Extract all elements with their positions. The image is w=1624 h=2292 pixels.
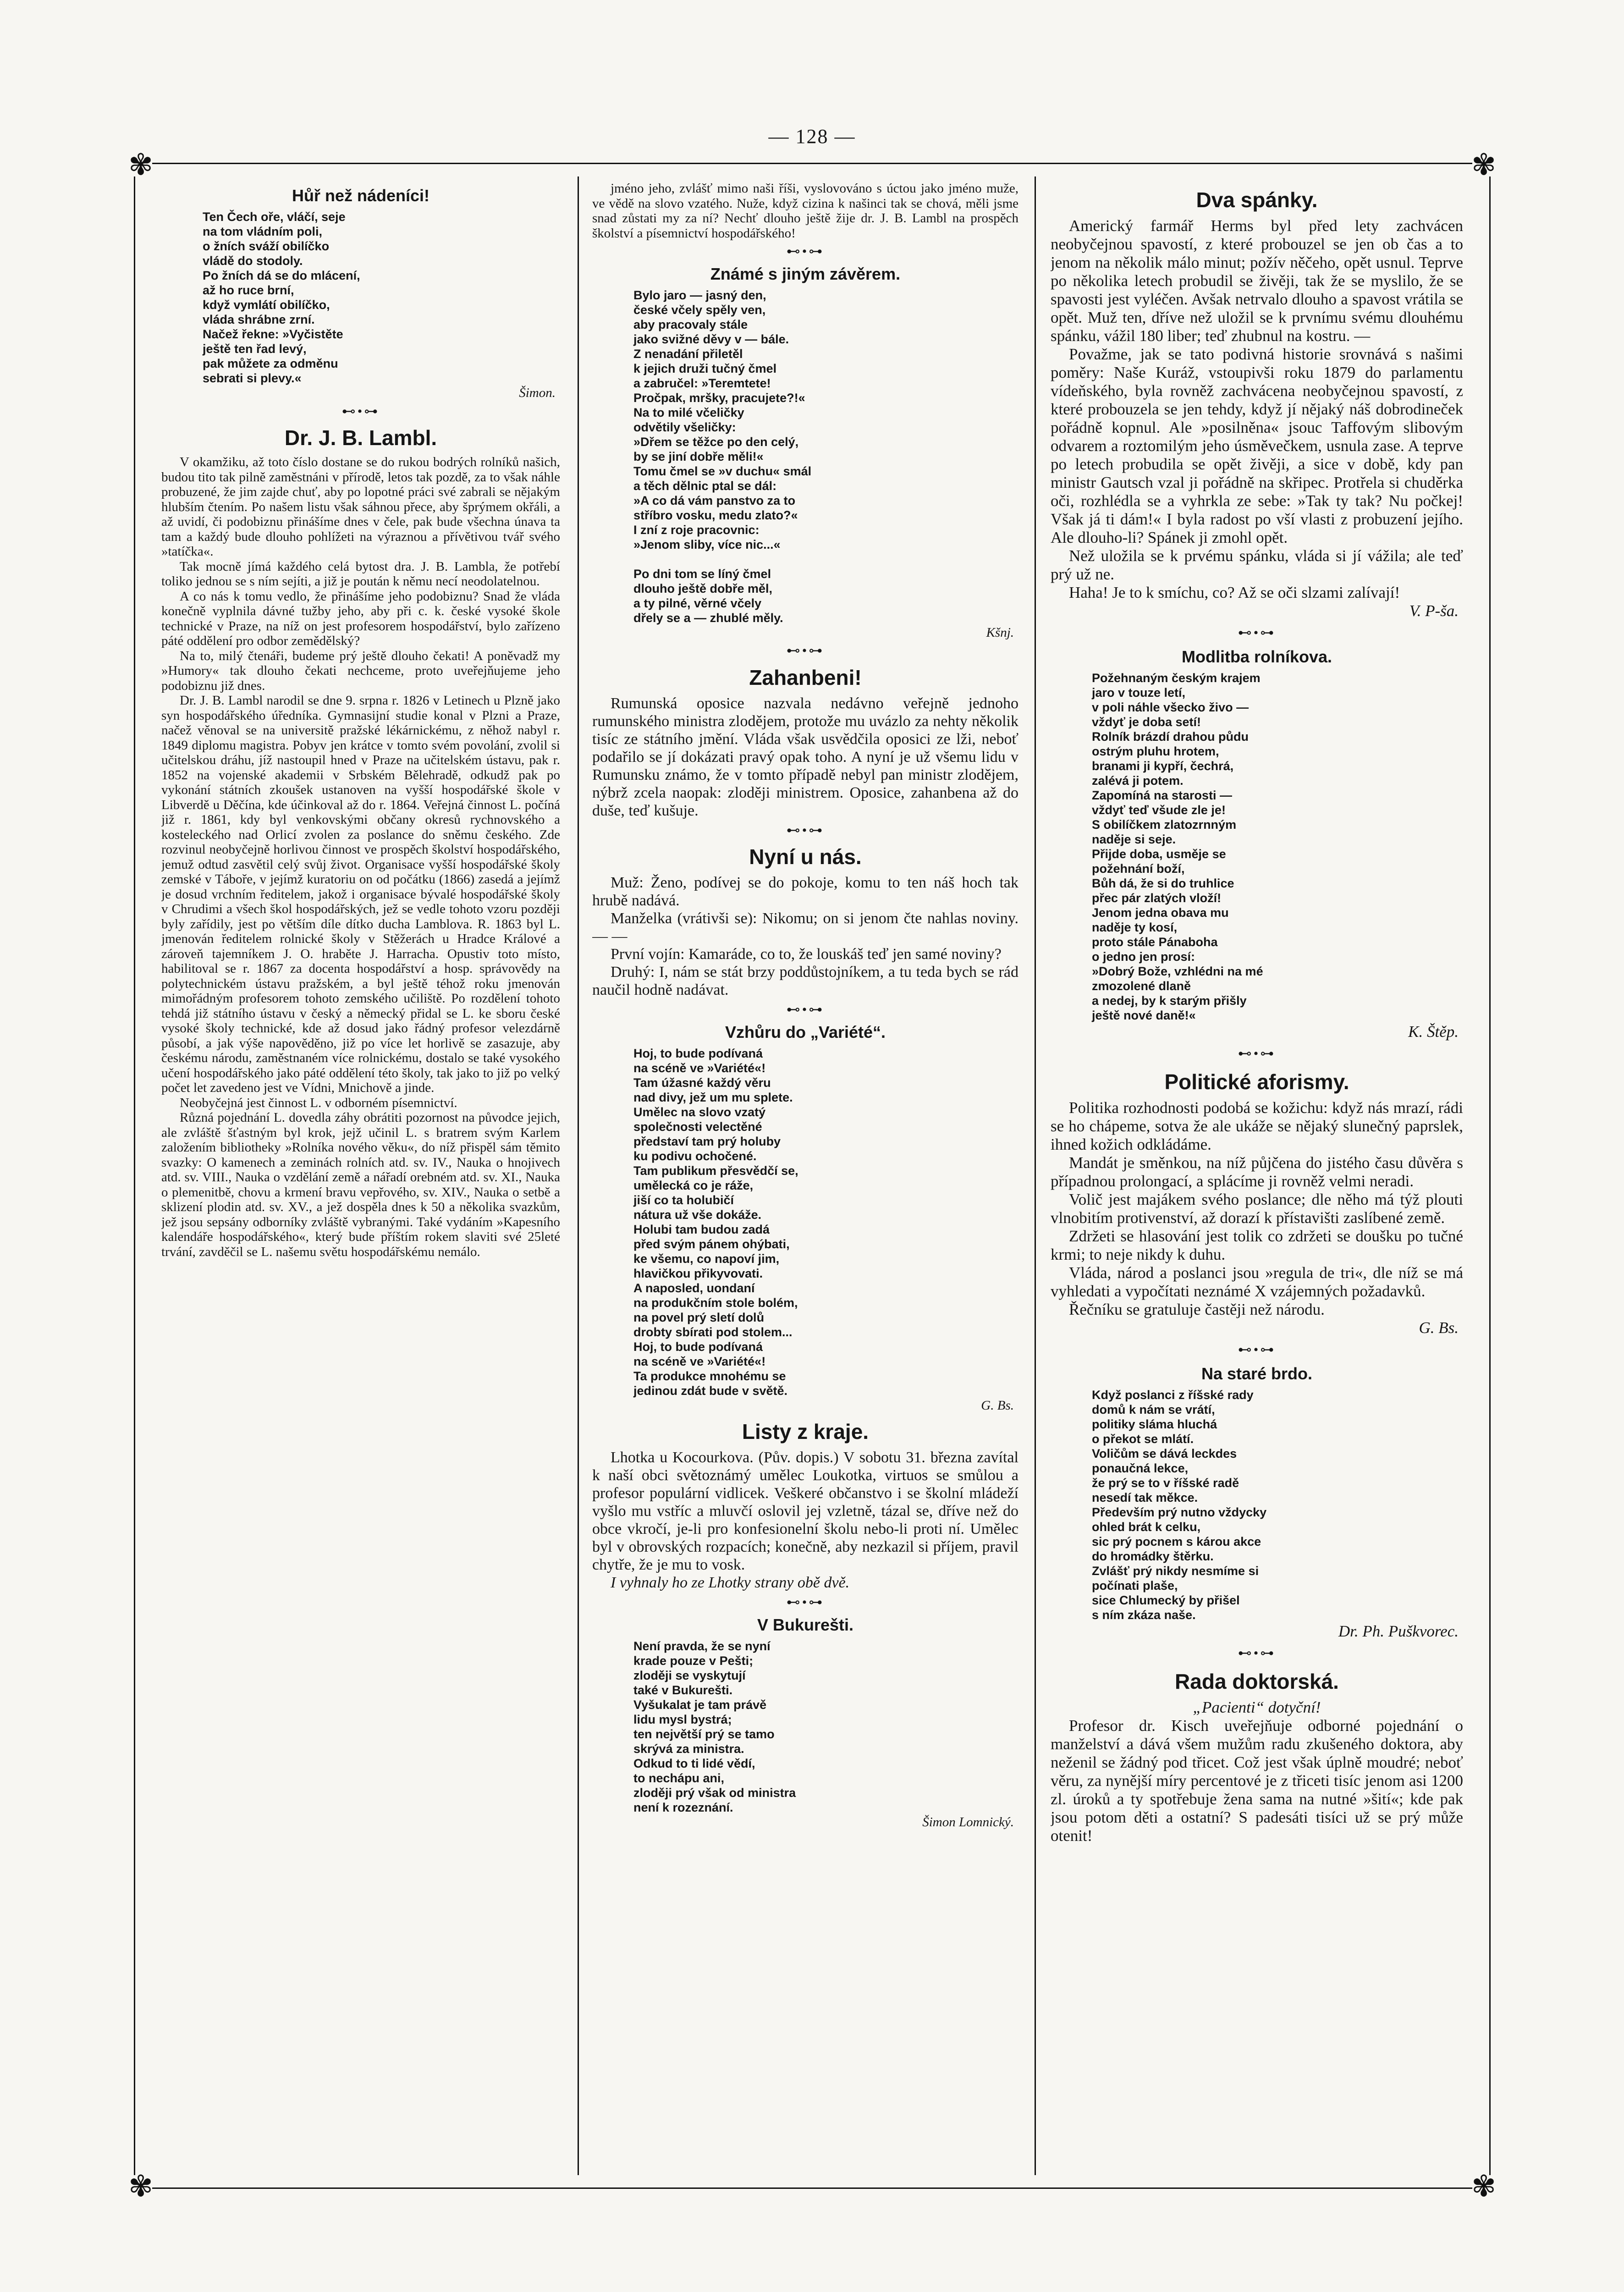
poem-title-bukurest: V Bukurešti. <box>757 1615 854 1634</box>
poem-line: na tom vládním poli, <box>203 225 323 238</box>
poem-title-brdo: Na staré brdo. <box>1201 1364 1313 1383</box>
article-title-lambl: Dr. J. B. Lambl. <box>284 426 437 450</box>
poem-line: Rolník brázdí drahou půdu <box>1092 730 1249 744</box>
paragraph: Považme, jak se tato podivná historie srovnává s našimi poměry: Naše Kuráž, vstoupivši roku 1879 do parlamentu vídeňského, byla rovněž zachvácena neobyčejnou spavostí, z které probouzela se jen tehdy, když jí nějaký náš dobrodineček pořádně kopnul. Ale »posilněna« jsouc Taffovým slibovým odvarem a roztomilým jeho úsměvečkem, usnula zase. A teprve po letech probudila se opět živěji, a sice v době, kdy pan ministr Gautsch vzal ji pořádně na skřipec. Protřela si chuděrka oči, rozhlédla se a vyhrkla ze sebe: »Tak ty tak? Nu počkej! Však já ti dám!« I byla radost po vší vlasti z probuzení jejího. Ale dlouho-li? Spánek ji zmohl opět. <box>1051 345 1463 546</box>
poem-line: vládě do stodoly. <box>203 254 303 268</box>
poem-line: a ty pilné, věrné včely <box>633 596 762 610</box>
article-title-rada: Rada doktorská. <box>1175 1669 1339 1693</box>
article-body-aforismy <box>1051 1099 1463 1319</box>
poem-line: Ten Čech oře, vláčí, seje <box>203 210 346 224</box>
paragraph: Tak mocně jímá každého celá bytost dra. J. B. Lambla, že potřebí toliko jednou se s ním sejíti, a již je poután k němu necí neodolatelnou. <box>161 559 560 589</box>
poem-line: Pročpak, mršky, pracujete?!« <box>633 391 805 405</box>
column-middle <box>592 181 1018 2180</box>
poem-line: lidu mysl bystrá; <box>633 1712 732 1726</box>
poem-line: Bůh dá, že si do truhlice <box>1092 876 1234 890</box>
paragraph: A co nás k tomu vedlo, že přinášíme jeho podobiznu? Snad že vláda konečně vyplnila dávné tužby jeho, aby při c. k. české vysoké škole technické v Praze, na níž on jest profesorem hospodářství, bylo zařízeno páté oddělení pro odbor zemědělský? <box>161 589 560 648</box>
poem-line: »A co dá vám panstvo za to <box>633 493 796 507</box>
poem-line: Z nenadání přiletěl <box>633 347 743 361</box>
poem-line: »Dobrý Bože, vzhlédni na mé <box>1092 964 1263 978</box>
poem-line: Přijde doba, usměje se <box>1092 847 1226 861</box>
poem-title-zname: Známé s jiným závěrem. <box>710 264 901 283</box>
poem-signature: Šimon. <box>519 386 556 400</box>
dialogue-nyni-u-nas <box>592 874 1018 999</box>
poem-line: ponaučná lekce, <box>1092 1461 1189 1475</box>
page-frame <box>128 149 1496 2203</box>
top-rule <box>152 163 1472 164</box>
article-body-rada: Profesor dr. Kisch uveřejňuje odborné pojednání o manželství a dává všem mužům radu zkušeného doktora, aby neženil se žádný pod třicet. Což jest však úplně moudré; neboť věru, za nynější míry percentové je z třiceti tisíc jenom asi 1200 zl. úroků a ty spotřebuje žena sama na nutné »šití«; kde pak jsou potom děti a ostatní? S padesáti tisíci už se prý může otenit! <box>1051 1717 1463 1845</box>
poem-vzhuru-do-variete <box>592 1046 1018 1398</box>
poem-line: S obilíčkem zlatozrnným <box>1092 818 1237 832</box>
dialogue-line: Muž: Ženo, podívej se do pokoje, komu to ten náš hoch tak hrubě nadává. <box>592 874 1018 909</box>
poem-line: a zabručel: »Teremtete! <box>633 376 771 390</box>
article-title-nyni: Nyní u nás. <box>749 845 862 869</box>
poem-line: pak můžete za odměnu <box>203 357 338 370</box>
article-signature: V. P-ša. <box>1409 602 1459 620</box>
poem-line: Zapomíná na starosti — <box>1092 788 1233 802</box>
poem-line: na scéně ve »Variété«! <box>633 1061 766 1075</box>
poem-line: představí tam prý holuby <box>633 1134 781 1148</box>
poem-line: Ta produkce mnohému se <box>633 1369 786 1383</box>
article-body-listy: Lhotka u Kocourkova. (Pův. dopis.) V sobotu 31. března zavítal k naší obci světoznámý umělec Loukotka, virtuos se smůlou a profesor populární vidlicek. Veškeré občanstvo i se školní mládeží vyšlo mu vstříc a mluvčí oslovil jej vzletně, tázal se, dříve než do obce vkročí, je-li pro konfesionelní školu nebo-li proti ní. Umělec byl v obrovských rozpacích; konečně, aby nezkazil si příjem, pravil chytře, že je mu to vosk. <box>592 1449 1018 1573</box>
poem-line: Tam úžasné každý věru <box>633 1075 771 1090</box>
poem-line: vláda shrábne zrní. <box>203 313 315 326</box>
article-listy-closing: I vyhnaly ho ze Lhotky strany obě dvě. <box>611 1574 850 1591</box>
poem-line: »Jenom sliby, více nic...« <box>633 537 781 551</box>
poem-line: naděje ty kosí, <box>1092 920 1178 934</box>
poem-line: dřely se a — zhublé měly. <box>633 611 783 625</box>
poem-line: by se jiní dobře měli!« <box>633 449 764 463</box>
poem-na-stare-brdo <box>1051 1388 1463 1622</box>
poem-line: sebrati si plevy.« <box>203 371 302 385</box>
poem-line: Není pravda, že se nyní <box>633 1639 771 1653</box>
poem-signature: G. Bs. <box>981 1398 1014 1413</box>
poem-line: až ho ruce brní, <box>203 283 294 297</box>
poem-line: také v Bukurešti. <box>633 1683 733 1697</box>
dialogue-line: Manželka (vrátivši se): Nikomu; on si jenom čte nahlas noviny. — — <box>592 910 1018 945</box>
paragraph: Vláda, národ a poslanci jsou »regula de tri«, dle níž se má vyhledati a vypočítati neznámé X vzájemných požadavků. <box>1051 1264 1463 1300</box>
column-left <box>161 181 560 2180</box>
corner-ornament-icon: ✾ <box>1471 149 1496 181</box>
article-body-lambl <box>161 455 560 1259</box>
poem-line: Tomu čmel se »v duchu« smál <box>633 464 812 478</box>
paragraph: Neobyčejná jest činnost L. v odborném písemnictví. <box>180 1095 457 1110</box>
poem-line: proto stále Pánaboha <box>1092 935 1218 949</box>
poem-line: jiší co ta holubičí <box>633 1193 734 1207</box>
poem-v-bukuresti <box>592 1639 1018 1815</box>
paragraph: Než uložila se k prvému spánku, vláda si jí vážila; ale teď prý už ne. <box>1051 547 1463 583</box>
poem-line: zmozolené dlaně <box>1092 979 1191 993</box>
poem-line: ještě nové daně!« <box>1092 1008 1196 1022</box>
column-right <box>1051 181 1463 2180</box>
poem-title: Hůř než nádeníci! <box>292 186 430 205</box>
article-body-dva-spanky <box>1051 217 1463 602</box>
poem-line: zalévá ji potem. <box>1092 774 1184 788</box>
poem-line: zloději prý však od ministra <box>633 1785 796 1800</box>
poem-line: skrývá za ministra. <box>633 1741 744 1756</box>
poem-signature: K. Štěp. <box>1408 1023 1459 1041</box>
poem-line: Načež řekne: »Vyčistěte <box>203 327 343 341</box>
poem-line: politiky sláma hluchá <box>1092 1417 1217 1431</box>
paragraph: Zdržeti se hlasování jest tolik co zdržeti se doušku po tučné krmi; to neje nikdy k duhu. <box>1051 1227 1463 1263</box>
poem-line: do hromádky štěrku. <box>1092 1549 1214 1563</box>
poem-line: ostrým pluhu hrotem, <box>1092 744 1219 758</box>
paragraph: Politika rozhodnosti podobá se kožichu: když nás mrazí, rádi se ho chápeme, sotva že ale ukáže se nějaký slunečný paprslek, ihned kožich odkládáme. <box>1051 1099 1463 1153</box>
poem-line: zloději se vyskytují <box>633 1668 746 1682</box>
divider-ornament: ⊷•⊶ <box>341 403 380 419</box>
right-border <box>1489 176 1491 2175</box>
poem-modlitba-rolnikova <box>1051 671 1463 1023</box>
dialogue-line: Druhý: I, nám se stát brzy poddůstojníkem, a tu teda bych se rád naučil hodně nadávat. <box>592 964 1018 998</box>
divider-ornament: ⊷•⊶ <box>786 1595 825 1610</box>
divider-ornament: ⊷•⊶ <box>786 1002 825 1017</box>
divider-ornament: ⊷•⊶ <box>786 244 825 259</box>
poem-line: k jejich druži tučný čmel <box>633 361 777 375</box>
poem-line: před svým pánem ohýbati, <box>633 1237 790 1251</box>
poem-line: drobty sbírati pod stolem... <box>633 1325 793 1339</box>
poem-line: na produkčním stole bolém, <box>633 1295 798 1310</box>
page-number: — 128 — <box>768 125 856 148</box>
poem-line: požehnání boží, <box>1092 862 1185 876</box>
poem-line: ku podivu ochočené. <box>633 1149 757 1163</box>
poem-line: ten největší prý se tamo <box>633 1727 775 1741</box>
poem-line: nátura už vše dokáže. <box>633 1207 762 1222</box>
lambl-continuation: jméno jeho, zvlášť mimo naši říši, vyslovováno s úctou jako jméno muže, ve vědě na slovo vzatého. Nuže, když cizina k našinci tak se chová, měli jsme snad zůstati my za ní? Nechť dlouho ještě žije dr. J. B. Lambl na prospěch školství a písemnictví hospodářského! <box>592 181 1018 241</box>
poem-line: ohled brát k celku, <box>1092 1520 1201 1534</box>
poem-line: že prý se to v říšské radě <box>1092 1476 1239 1490</box>
paragraph: V okamžiku, až toto číslo dostane se do rukou bodrých rolníků našich, budou tito tak pilně zaměstnáni v přírodě, letos tak pozdě, za to však náhle probuzené, že jim zajde chuť, aby po lopotné práci své zabrali se nějakým hlubším čtením. Po našem listu však sáhnou přece, aby šprýmem okřáli, a až uvidí, či podobiznu přinášíme dnes v čele, pak bude všechna únava ta tam a každý bude dlouho pohlížeti na výraznou a přívětivou tvář svého »tatíčka«. <box>161 455 560 559</box>
poem-signature: Šimon Lomnický. <box>922 1814 1014 1829</box>
column-divider-2 <box>1035 176 1036 2175</box>
poem-title-modlitba: Modlitba rolníkova. <box>1181 647 1332 666</box>
poem-line: na scéně ve »Variété«! <box>633 1354 766 1368</box>
poem-line: sice Chlumecký by přišel <box>1092 1593 1240 1607</box>
poem-line: Holubi tam budou zadá <box>633 1222 770 1236</box>
poem-line: Voličům se dává leckdes <box>1092 1447 1237 1460</box>
bottom-rule <box>152 2187 1472 2189</box>
article-title-aforismy: Politické aforismy. <box>1164 1070 1349 1094</box>
poem-line: a těch dělnic ptal se dál: <box>633 479 777 493</box>
poem-line: není k rozeznání. <box>633 1800 733 1814</box>
left-border <box>134 176 135 2175</box>
poem-line: umělecká co je ráže, <box>633 1178 754 1192</box>
poem-line: Bylo jaro — jasný den, <box>633 288 766 302</box>
poem-line: ke všemu, co napoví jim, <box>633 1251 780 1266</box>
paragraph: Řečníku se gratuluje častěji než národu. <box>1069 1300 1325 1318</box>
poem-line: sic prý pocnem s károu akce <box>1092 1535 1261 1548</box>
divider-ornament: ⊷•⊶ <box>786 643 825 658</box>
poem-zname-s-jinym-zaverem <box>592 288 1018 625</box>
divider-ornament: ⊷•⊶ <box>1238 1342 1276 1357</box>
poem-line: Vyšukalat je tam právě <box>633 1697 767 1712</box>
poem-line: Tam publikum přesvědčí se, <box>633 1163 798 1178</box>
poem-line: na povel prý sletí dolů <box>633 1310 765 1324</box>
poem-line: branami ji kypří, čechrá, <box>1092 759 1234 773</box>
poem-line: Umělec na slovo vzatý <box>633 1105 766 1119</box>
poem-line: a nedej, by k starým přišly <box>1092 994 1247 1008</box>
poem-line: vždyť teď všude zle je! <box>1092 803 1226 817</box>
divider-ornament: ⊷•⊶ <box>1238 1046 1276 1061</box>
poem-line: o jedno jen prosí: <box>1092 950 1195 964</box>
paragraph: Haha! Je to k smíchu, co? Až se oči slzami zalívají! <box>1069 584 1400 601</box>
divider-ornament: ⊷•⊶ <box>1238 625 1276 640</box>
poem-line: s ním zkáza naše. <box>1092 1608 1196 1622</box>
poem-line: to nechápu ani, <box>633 1771 725 1785</box>
poem-line <box>633 552 1018 567</box>
poem-line: aby pracovaly stále <box>633 317 748 331</box>
poem-signature: Dr. Ph. Puškvorec. <box>1338 1622 1459 1640</box>
paragraph: Na to, milý čtenáři, budeme prý ještě dlouho čekati! A poněvadž my »Humory« tak dlouho čekati nechceme, proto uveřejňujeme jeho podobiznu již dnes. <box>161 648 560 693</box>
corner-ornament-icon: ✾ <box>128 2170 153 2203</box>
poem-line: v poli náhle všecko živo — <box>1092 700 1249 714</box>
poem-line: naděje si seje. <box>1092 832 1176 846</box>
paragraph: Americký farmář Herms byl před lety zachvácen neobyčejnou spavostí, z které probouzel se jen ob čas a to jenom na několik málo minut; požív něčeho, opět usnul. Teprve po několika letech probudil se živěji, tak že se myslilo, že se spavosti jest vyléčen. Avšak netrvalo dlouho a spavost vrátila se opět. Muž ten, dříve než uložil se k prvnímu svému dlouhému spánku, vážil 180 liber; teď zhubnul na kostru. — <box>1051 217 1463 345</box>
poem-line: Na to milé včeličky <box>633 405 744 419</box>
corner-ornament-icon: ✾ <box>1471 2170 1496 2203</box>
poem-line: »Dřem se těžce po den celý, <box>633 435 799 449</box>
paragraph: Dr. J. B. Lambl narodil se dne 9. srpna r. 1826 v Letinech u Plzně jako syn hospodářského úředníka. Gymnasijní studie konal v Plzni a Praze, načež věnoval se na universitě pražské lékárnickému, z něhož nabyl r. 1849 diplomu magistra. Pobyv jen krátce v tomto svém povolání, zvolil si učitelskou dráhu, jíž nastoupil hned v Praze na učitelském ústavu, pak r. 1852 na vojenské akademii v Srbském Bělehradě, odkudž pak po vykonání státních zkoušek ustanoven na vyšší hospodářské škole v Libverdě u Děčína, kde účinkoval až do r. 1864. Veřejná činnost L. počíná již r. 1861, kdy byl venkovskými občany okresů rychnovského a kosteleckého nad Orlicí zvolen za poslance do sněmu českého. Zde rozvinul neobyčejně horlivou činnost ve prospěch školství hospodářského, jemuž odtud zasvětil celý svůj život. Organisace vyšší hospodářské školy zemské v Táboře, v jejímž kuratoriu on od počátku (1866) zasedá a jejímž je dosud vrchním ředitelem, jakož i organisace bývalé hospodářské školy v Chrudimi a všech škol hospodářských, jež se vedle tohoto vzoru později byly zařídily, jest po větším díle dítko ducha Lamblova. R. 1863 byl L. jmenován ředitelem rolnické školy v Stěžerách u Hradce Králové a zároveň tajemníkem J. O. hraběte J. Harracha. Opustiv toto místo, habilitoval se r. 1867 za docenta hospodářství a hosp. správovědy na polytechnickém ústavu pražském, a byl ještě téhož roku jmenován mimořádným profesorem tohoto zemského učiliště. Po rozdělení tohoto tehdá již státního ústavu v český a německý přidal se L. ke sboru české vysoké školy technické, kde až dosud jako řádný profesor velezdárně působí, a jak výše napověděno, již po více let horlivě se zasazuje, aby českému národu, zaměstnaném více rolnickému, dostalo se také vysokého učení hospodářského jako páté oddělení této školy, tak jako to již po velký počet let zavedeno jest ve Vídni, Mnichově a jinde. <box>161 693 560 1095</box>
poem-line: nad divy, jež um mu splete. <box>633 1090 793 1104</box>
poem-line: stříbro vosku, medu zlato?« <box>633 508 798 522</box>
poem-line: ještě ten řad levý, <box>203 342 307 356</box>
poem-line: jedinou zdát bude v světě. <box>633 1383 788 1398</box>
poem-line: krade pouze v Pešti; <box>633 1653 754 1668</box>
poem-line: Zvlášť prý nikdy nesmíme si <box>1092 1564 1259 1578</box>
poem-line: Jenom jedna obava mu <box>1092 906 1229 920</box>
poem-title-variete: Vzhůru do „Variété“. <box>725 1022 886 1041</box>
poem-line: Hoj, to bude podívaná <box>633 1046 763 1060</box>
article-body-zahanbeni: Rumunská oposice nazvala nedávno veřejně jednoho rumunského ministra zlodějem, protože mu uvázlo za nehty několik tisíc ze státního jmění. Vláda však usvědčila oposici ze lži, neboť podařilo se jí dokázati pravý opak toho. A nyní je už všemu lidu v Rumunsku známo, že v tomto případě nebyl pan ministr zlodějem, nýbrž zcela naopak: zloději ministrem. Oposice, zahanbena až do duše, teď kušuje. <box>592 694 1018 819</box>
poem-line: vždyť je doba setí! <box>1092 715 1201 729</box>
poem-line: Požehnaným českým krajem <box>1092 671 1261 685</box>
poem-line: Především prý nutno vždycky <box>1092 1505 1267 1519</box>
column-divider-1 <box>578 176 579 2175</box>
poem-line: jako svižné děvy v — bále. <box>633 332 789 346</box>
poem-line: když vymlátí obilíčko, <box>203 298 330 312</box>
poem-line: odvětily všeličky: <box>633 420 736 434</box>
poem-line: hlavičkou přikyvovati. <box>633 1266 763 1280</box>
article-subtitle-rada: „Pacienti“ dotyční! <box>1193 1698 1321 1716</box>
poem-line: Po žních dá se do mlácení, <box>203 269 360 282</box>
paragraph: Volič jest majákem svého poslance; dle něho má týž plouti vlnobitím protivenství, až dorazí k přístavišti zaslíbené země. <box>1051 1190 1463 1227</box>
poem-line: jaro v touze letí, <box>1092 686 1186 700</box>
poem-line: nesedí tak měkce. <box>1092 1491 1198 1504</box>
poem-line: I zní z roje pracovnic: <box>633 523 760 537</box>
poem-line: A naposled, uondaní <box>633 1281 755 1295</box>
poem-line: Odkud to ti lidé vědí, <box>633 1756 755 1770</box>
poem-line: počínati plaše, <box>1092 1579 1178 1592</box>
corner-ornament-icon: ✾ <box>128 149 153 181</box>
poem-line: Po dni tom se líný čmel <box>633 567 771 581</box>
article-title-dva-spanky: Dva spánky. <box>1196 188 1318 212</box>
poem-hur-nez-nadenici <box>161 209 560 386</box>
paragraph: Mandát je směnkou, na níž půjčena do jistého času důvěra s případnou prolongací, a splácíme ji rovněž velmi neradi. <box>1051 1154 1463 1190</box>
poem-line: o žních sváží obilíčko <box>203 239 330 253</box>
article-signature: G. Bs. <box>1419 1319 1459 1337</box>
poem-line: domů k nám se vrátí, <box>1092 1403 1215 1416</box>
poem-line: o překot se mlátí. <box>1092 1432 1194 1446</box>
divider-ornament: ⊷•⊶ <box>786 822 825 838</box>
poem-line: dlouho ještě dobře měl, <box>633 581 773 595</box>
poem-line: společnosti velectěné <box>633 1119 762 1134</box>
article-title-listy: Listy z kraje. <box>742 1420 869 1444</box>
poem-line: Hoj, to bude podívaná <box>633 1339 763 1354</box>
poem-signature: Kšnj. <box>986 625 1014 640</box>
article-title-zahanbeni: Zahanbeni! <box>749 665 862 689</box>
poem-line: Když poslanci z říšské rady <box>1092 1388 1254 1402</box>
divider-ornament: ⊷•⊶ <box>1238 1646 1276 1661</box>
paragraph: Různá pojednání L. dovedla záhy obrátiti pozornost na původce jejich, ale zvláště šťastným byl krok, jejž učinil L. s bratrem svým Karlem založením bibliotheky »Rolníka nového věku«, do níž přispěl sám těmito svazky: O kamenech a zeminách rolních atd. sv. IV., Nauka o hnojivech atd. sv. VIII., Nauka o vzdělání země a nářadí orebném atd. sv. XI., Nauka o plemenitbě, chovu a krmení bravu vepřového, sv. XIV., Nauka o setbě a sklizení plodin atd. sv. XV., a jež dospěla dnes k 50 a několika svazkům, jež jsou sepsány odborníky zvláště vybranými. Také vydáním »Kapesního kalendáře hospodářského«, který bude příštím rokem slaviti své 25leté trvání, zavděčil se L. našemu světu hospodářskému nemálo. <box>161 1110 560 1259</box>
poem-line: české včely spěly ven, <box>633 303 766 317</box>
poem-line: přec pár zlatých vloží! <box>1092 891 1222 905</box>
dialogue-line: První vojín: Kamaráde, co to, že louskáš teď jen samé noviny? <box>611 946 1002 963</box>
